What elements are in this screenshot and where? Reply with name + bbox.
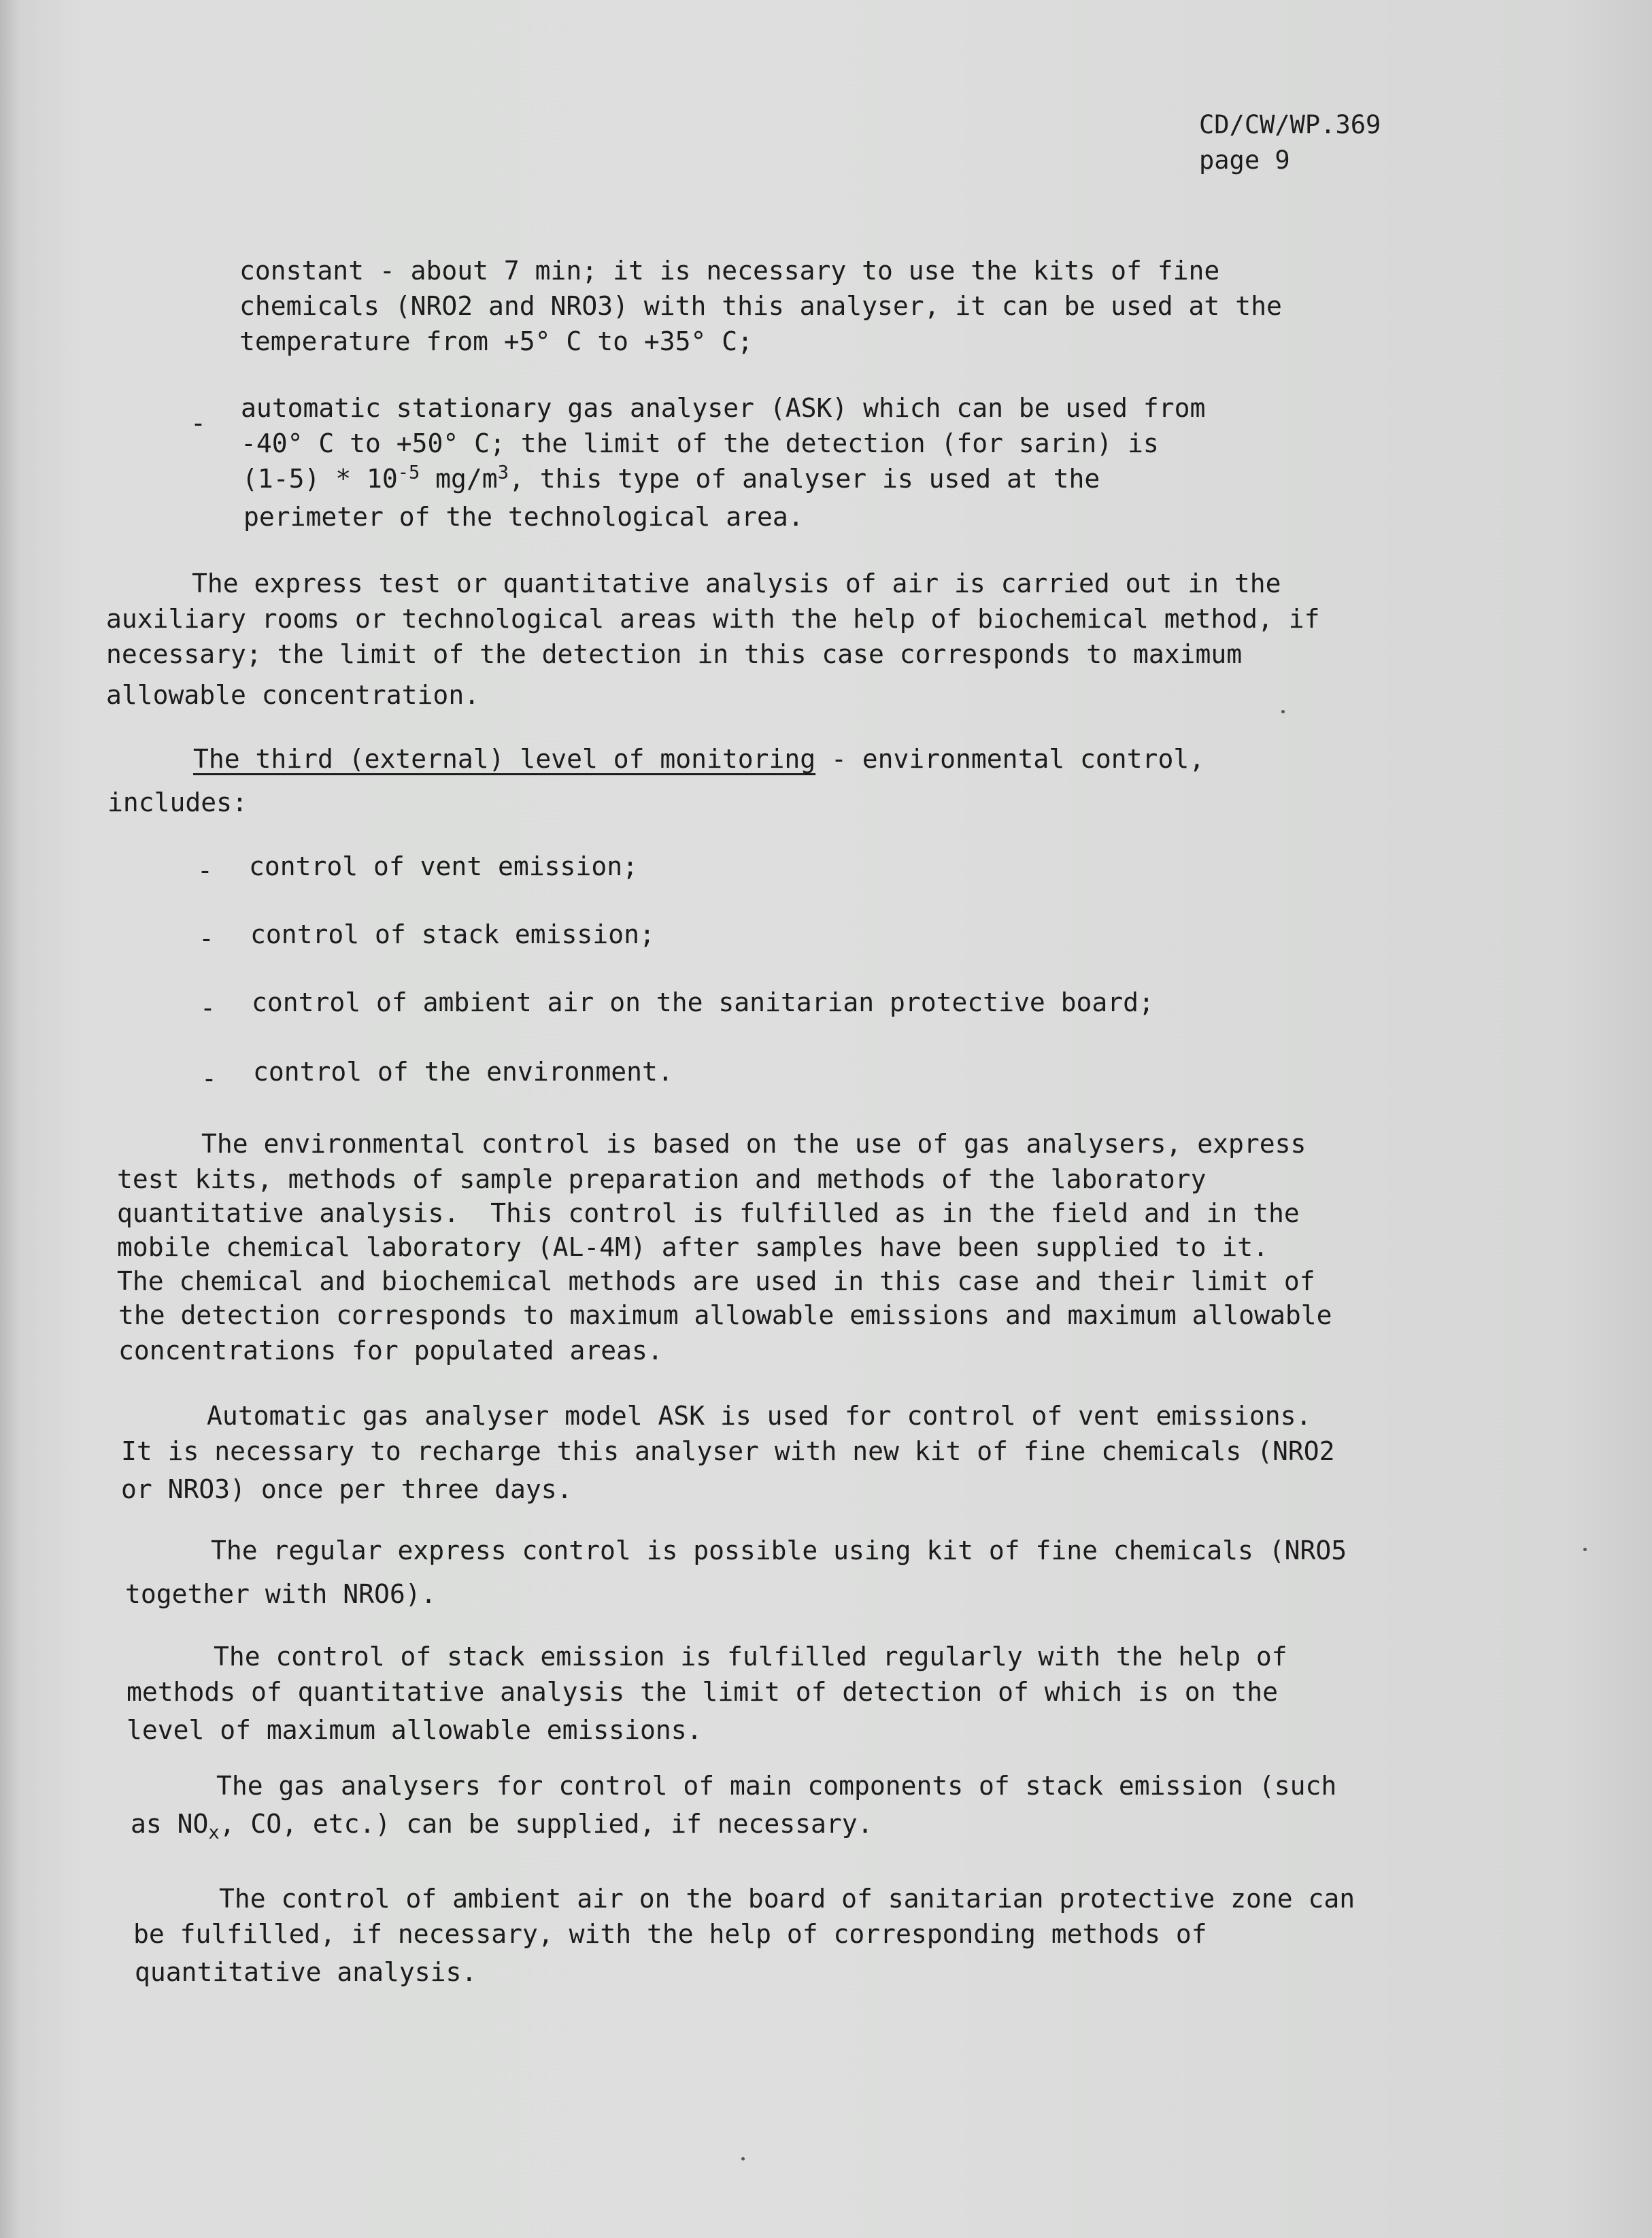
scan-speck: [741, 2157, 745, 2160]
page-number: page 9: [1199, 146, 1290, 175]
bullet-ask-line-3: $(1-5) * 10^{-5}$ $mg/m^3$, this type of analyser is used at the: [242, 462, 1100, 494]
continuation-line-1: constant - about 7 min; it is necessary to use the kits of fine: [239, 256, 1220, 286]
document-id: CD/CW/WP.369: [1199, 110, 1381, 139]
environmental-line-2: test kits, methods of sample preparation and methods of the laboratory: [117, 1164, 1207, 1194]
bullet-item: control of ambient air on the sanitarian protective board;: [252, 987, 1154, 1017]
stack-line-2: methods of quantitative analysis the limit of detection of which is on the: [127, 1677, 1278, 1707]
environmental-line-5: The chemical and biochemical methods are used in this case and their limit of: [117, 1266, 1315, 1296]
bullet-dash: -: [200, 993, 216, 1023]
express-line-3: necessary; the limit of the detection in this case corresponds to maximum: [106, 639, 1243, 669]
environmental-line-4: mobile chemical laboratory (AL-4M) after samples have been supplied to it.: [117, 1232, 1268, 1262]
ambient-line-3: quantitative analysis.: [135, 1957, 477, 1987]
express-line-4: allowable concentration.: [106, 680, 480, 710]
bullet-item: control of the environment.: [253, 1057, 673, 1087]
environmental-line-6: the detection corresponds to maximum allowable emissions and maximum allowable: [118, 1300, 1332, 1330]
gas-line-2: as $NO_x$, CO, etc.) can be supplied, if necessary.: [131, 1809, 873, 1844]
ambient-line-1: The control of ambient air on the board of sanitarian protective zone can: [219, 1884, 1355, 1914]
express-line-2: auxiliary rooms or technological areas with the help of biochemical method, if: [106, 604, 1320, 634]
bullet-dash: -: [201, 1064, 217, 1093]
gas-line-1: The gas analysers for control of main components of stack emission (such: [216, 1771, 1337, 1801]
exponent: 3: [497, 462, 509, 484]
subscript: x: [208, 1822, 220, 1844]
bullet-item: control of vent emission;: [249, 851, 638, 881]
regular-line-1: The regular express control is possible using kit of fine chemicals (NRO5: [211, 1536, 1347, 1565]
scan-speck: [1583, 1548, 1587, 1551]
environmental-line-1: The environmental control is based on the use of gas analysers, express: [201, 1129, 1307, 1159]
bullet-item: control of stack emission;: [250, 919, 655, 949]
bullet-dash: -: [197, 855, 213, 885]
stack-line-3: level of maximum allowable emissions.: [127, 1715, 703, 1745]
express-line-1: The express test or quantitative analysis of air is carried out in the: [192, 569, 1281, 598]
bullet-dash: -: [190, 408, 206, 438]
automatic-line-2: It is necessary to recharge this analyser with new kit of fine chemicals (NRO2: [121, 1436, 1335, 1466]
scan-speck: [1281, 710, 1285, 713]
environmental-line-7: concentrations for populated areas.: [118, 1336, 663, 1366]
automatic-line-3: or NRO3) once per three days.: [121, 1474, 573, 1504]
exponent: -5: [397, 462, 420, 484]
regular-line-2: together with NRO6).: [125, 1579, 437, 1609]
continuation-line-3: temperature from +5° C to +35° C;: [239, 326, 753, 356]
document-header: [1199, 107, 1381, 178]
bullet-ask-line-2: -40° C to +50° C; the limit of the detection (for sarin) is: [241, 428, 1159, 458]
environmental-line-3: quantitative analysis. This control is fulfilled as in the field and in the: [117, 1198, 1300, 1228]
bullet-ask-line-4: perimeter of the technological area.: [243, 502, 804, 532]
ambient-line-2: be fulfilled, if necessary, with the help of corresponding methods of: [133, 1919, 1207, 1949]
third-level-line-1: The third (external) level of monitoring - environmental control,: [193, 744, 1205, 774]
continuation-line-2: chemicals (NRO2 and NRO3) with this analyser, it can be used at the: [239, 291, 1282, 321]
third-level-heading: The third (external) level of monitoring: [193, 744, 816, 774]
stack-line-1: The control of stack emission is fulfilled regularly with the help of: [214, 1642, 1287, 1672]
bullet-dash: -: [199, 923, 214, 953]
third-level-line-2: includes:: [107, 787, 248, 817]
automatic-line-1: Automatic gas analyser model ASK is used for control of vent emissions.: [207, 1401, 1312, 1431]
bullet-ask-line-1: automatic stationary gas analyser (ASK) which can be used from: [241, 393, 1206, 423]
